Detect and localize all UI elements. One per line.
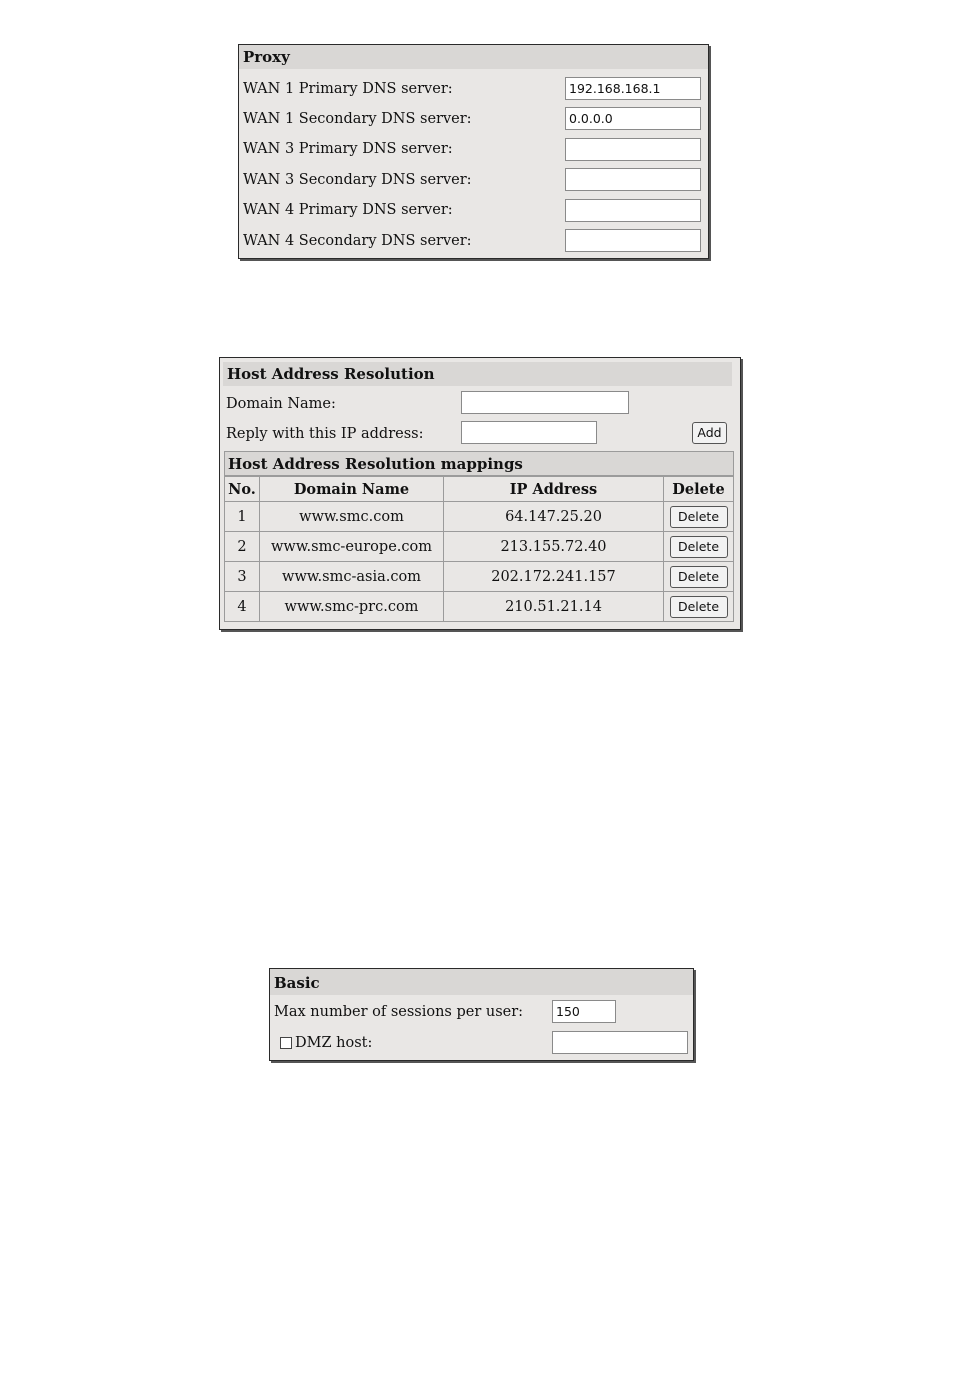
mappings-table (224, 476, 734, 622)
wan1-primary-dns-label: WAN 1 Primary DNS server: (243, 81, 453, 97)
row-delete-cell (664, 532, 734, 562)
wan4-secondary-dns-label: WAN 4 Secondary DNS server: (243, 233, 472, 249)
max-sessions-input[interactable]: 150 (552, 1000, 616, 1023)
dmz-host-checkbox[interactable] (280, 1037, 292, 1049)
table-row (225, 502, 734, 532)
delete-button[interactable]: Delete (670, 536, 728, 558)
row-no: 1 (225, 502, 260, 532)
proxy-panel (238, 44, 709, 259)
row-delete-cell (664, 592, 734, 622)
wan4-primary-dns-label: WAN 4 Primary DNS server: (243, 202, 453, 218)
table-row (225, 532, 734, 562)
wan3-primary-dns-input[interactable] (565, 138, 701, 161)
domain-name-label: Domain Name: (226, 396, 336, 412)
row-domain: www.smc-asia.com (260, 562, 444, 592)
row-no: 2 (225, 532, 260, 562)
reply-ip-label: Reply with this IP address: (226, 426, 424, 442)
basic-panel (269, 968, 694, 1061)
col-ip-header: IP Address (444, 477, 664, 502)
add-button[interactable]: Add (692, 422, 727, 444)
table-row (225, 592, 734, 622)
dmz-host-input[interactable] (552, 1031, 688, 1054)
wan3-secondary-dns-input[interactable] (565, 168, 701, 191)
row-domain: www.smc-europe.com (260, 532, 444, 562)
row-domain: www.smc-prc.com (260, 592, 444, 622)
host-address-resolution-panel (219, 357, 741, 630)
mappings-header-row (225, 477, 734, 502)
dmz-host-label: DMZ host: (295, 1035, 373, 1051)
row-ip: 202.172.241.157 (444, 562, 664, 592)
row-no: 4 (225, 592, 260, 622)
row-ip: 210.51.21.14 (444, 592, 664, 622)
row-no: 3 (225, 562, 260, 592)
wan3-primary-dns-label: WAN 3 Primary DNS server: (243, 141, 453, 157)
har-title: Host Address Resolution (223, 362, 732, 386)
basic-title: Basic (270, 969, 693, 995)
proxy-title: Proxy (239, 45, 708, 69)
wan4-secondary-dns-input[interactable] (565, 229, 701, 252)
table-row (225, 562, 734, 592)
col-delete-header: Delete (664, 477, 734, 502)
reply-ip-input[interactable] (461, 421, 597, 444)
row-ip: 64.147.25.20 (444, 502, 664, 532)
wan1-secondary-dns-label: WAN 1 Secondary DNS server: (243, 111, 472, 127)
wan1-secondary-dns-input[interactable]: 0.0.0.0 (565, 107, 701, 130)
mappings-title: Host Address Resolution mappings (224, 451, 734, 476)
row-domain: www.smc.com (260, 502, 444, 532)
row-ip: 213.155.72.40 (444, 532, 664, 562)
delete-button[interactable]: Delete (670, 506, 728, 528)
row-delete-cell (664, 502, 734, 532)
col-domain-header: Domain Name (260, 477, 444, 502)
wan1-primary-dns-input[interactable]: 192.168.168.1 (565, 77, 701, 100)
max-sessions-label: Max number of sessions per user: (274, 1004, 524, 1020)
wan4-primary-dns-input[interactable] (565, 199, 701, 222)
row-delete-cell (664, 562, 734, 592)
delete-button[interactable]: Delete (670, 596, 728, 618)
wan3-secondary-dns-label: WAN 3 Secondary DNS server: (243, 172, 472, 188)
delete-button[interactable]: Delete (670, 566, 728, 588)
domain-name-input[interactable] (461, 391, 629, 414)
col-no-header: No. (225, 477, 260, 502)
